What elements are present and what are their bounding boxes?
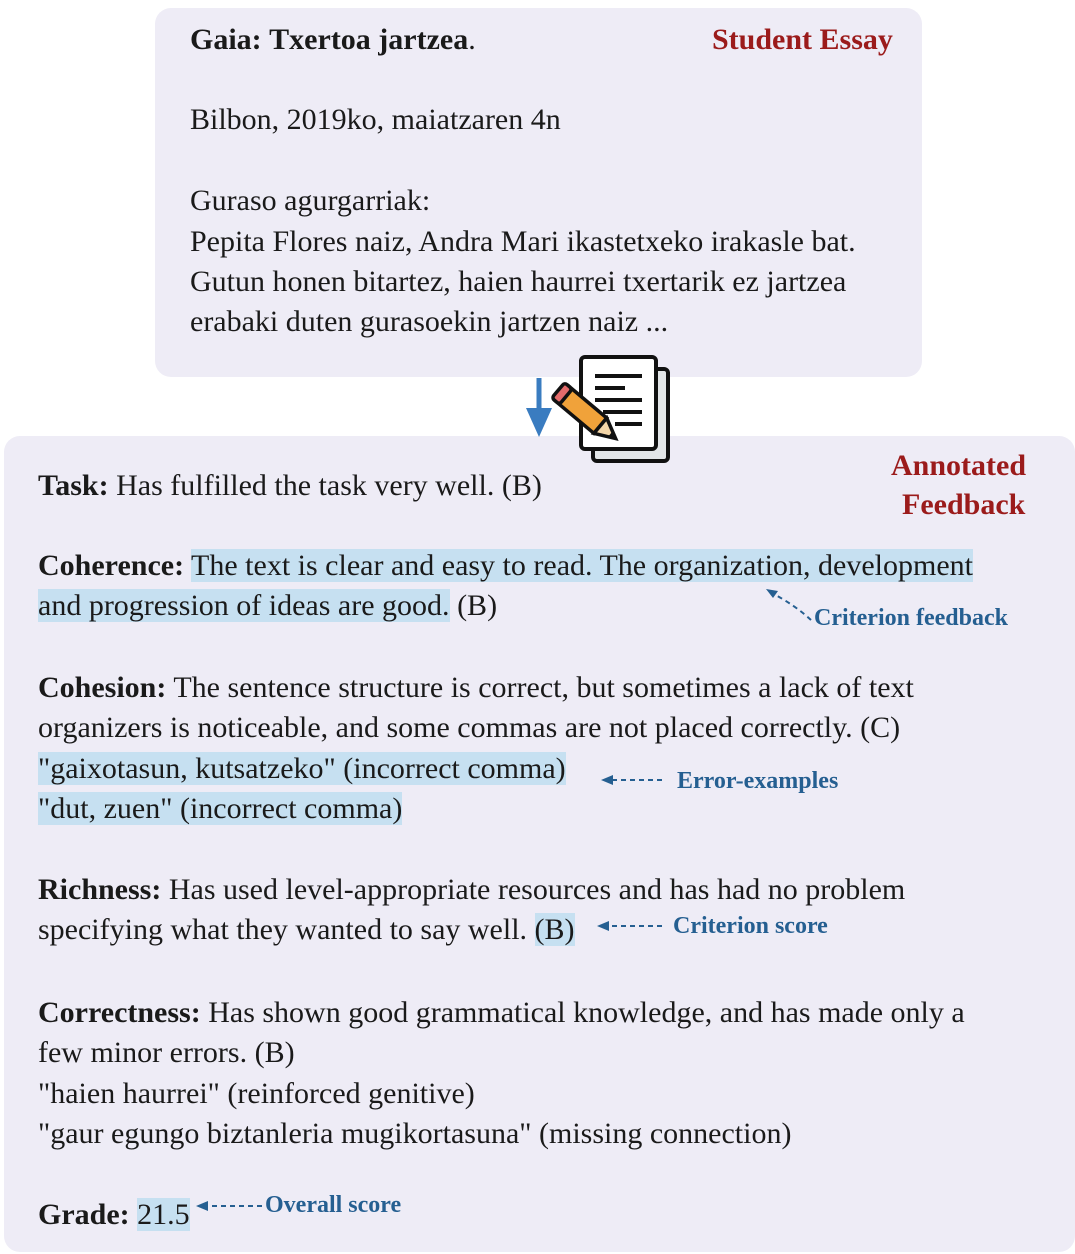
criterion-feedback-annotation: Criterion feedback [814,605,1008,631]
document-pencil-icon [552,357,668,461]
grade-value-highlight: 21.5 [137,1198,190,1231]
task-label: Task: [38,469,109,502]
essay-body-line: erabaki duten gurasoekin jartzen naiz ... [190,305,669,338]
criterion-score-annotation: Criterion score [673,913,828,939]
essay-body-line: Gutun honen bitartez, haien haurrei txertarik ez jartzea [190,265,847,298]
essay-topic-value: Txertoa jartzea [269,23,469,56]
richness-text: Has used level-appropriate resources and has had no problem [168,873,906,906]
criterion-score-arrow [597,921,662,931]
richness-label: Richness: [38,873,162,906]
coherence-feedback-highlight: and progression of ideas are good. [38,589,450,622]
cohesion-example [38,790,402,828]
grade-label: Grade: [38,1198,130,1231]
coherence-line1 [38,547,973,585]
correctness-line2: few minor errors. (B) [38,1036,295,1069]
richness-score-highlight: (B) [534,913,575,946]
coherence-line2 [38,587,497,625]
correctness-label: Correctness: [38,996,201,1029]
down-arrow-icon [526,378,552,437]
grade-line [38,1196,190,1234]
annotated-tag-line1: Annotated [891,449,1027,482]
coherence-label: Coherence: [38,549,185,582]
task-line [38,467,542,505]
richness-text: specifying what they wanted to say well. [38,913,535,946]
annotated-tag-line2: Feedback [902,488,1026,521]
task-text: Has fulfilled the task very well. (B) [116,469,542,502]
cohesion-line2: organizers is noticeable, and some commas are not placed correctly. (C) [38,711,901,744]
overall-score-annotation: Overall score [265,1192,402,1218]
essay-body-line: Pepita Flores naiz, Andra Mari ikastetxeko irakasle bat. [190,225,856,258]
error-example-highlight: "gaixotasun, kutsatzeko" (incorrect comma) [38,752,566,785]
error-examples-arrow [601,775,662,785]
cohesion-example [38,750,566,788]
correctness-text: Has shown good grammatical knowledge, and has made only a [208,996,965,1029]
overall-score-arrow [196,1201,262,1211]
cohesion-line1 [38,669,914,707]
essay-greeting: Guraso agurgarriak: [190,184,431,217]
coherence-score: (B) [449,589,498,622]
correctness-example: "gaur egungo biztanleria mugikortasuna" (missing connection) [38,1117,792,1150]
richness-line2 [38,911,575,949]
essay-date-line: Bilbon, 2019ko, maiatzaren 4n [190,103,561,136]
essay-topic-end: . [468,23,476,56]
correctness-example: "haien haurrei" (reinforced genitive) [38,1077,475,1110]
cohesion-label: Cohesion: [38,671,167,704]
criterion-feedback-arrow [766,589,811,620]
richness-line1 [38,871,905,909]
cohesion-text: The sentence structure is correct, but sometimes a lack of text [173,671,914,704]
coherence-feedback-highlight: The text is clear and easy to read. The organization, development [191,549,973,582]
correctness-line1 [38,994,965,1032]
error-examples-annotation: Error-examples [677,768,839,794]
essay-topic-label: Gaia: [190,23,262,56]
student-essay-tag: Student Essay [712,23,893,56]
error-example-highlight: "dut, zuen" (incorrect comma) [38,792,403,825]
